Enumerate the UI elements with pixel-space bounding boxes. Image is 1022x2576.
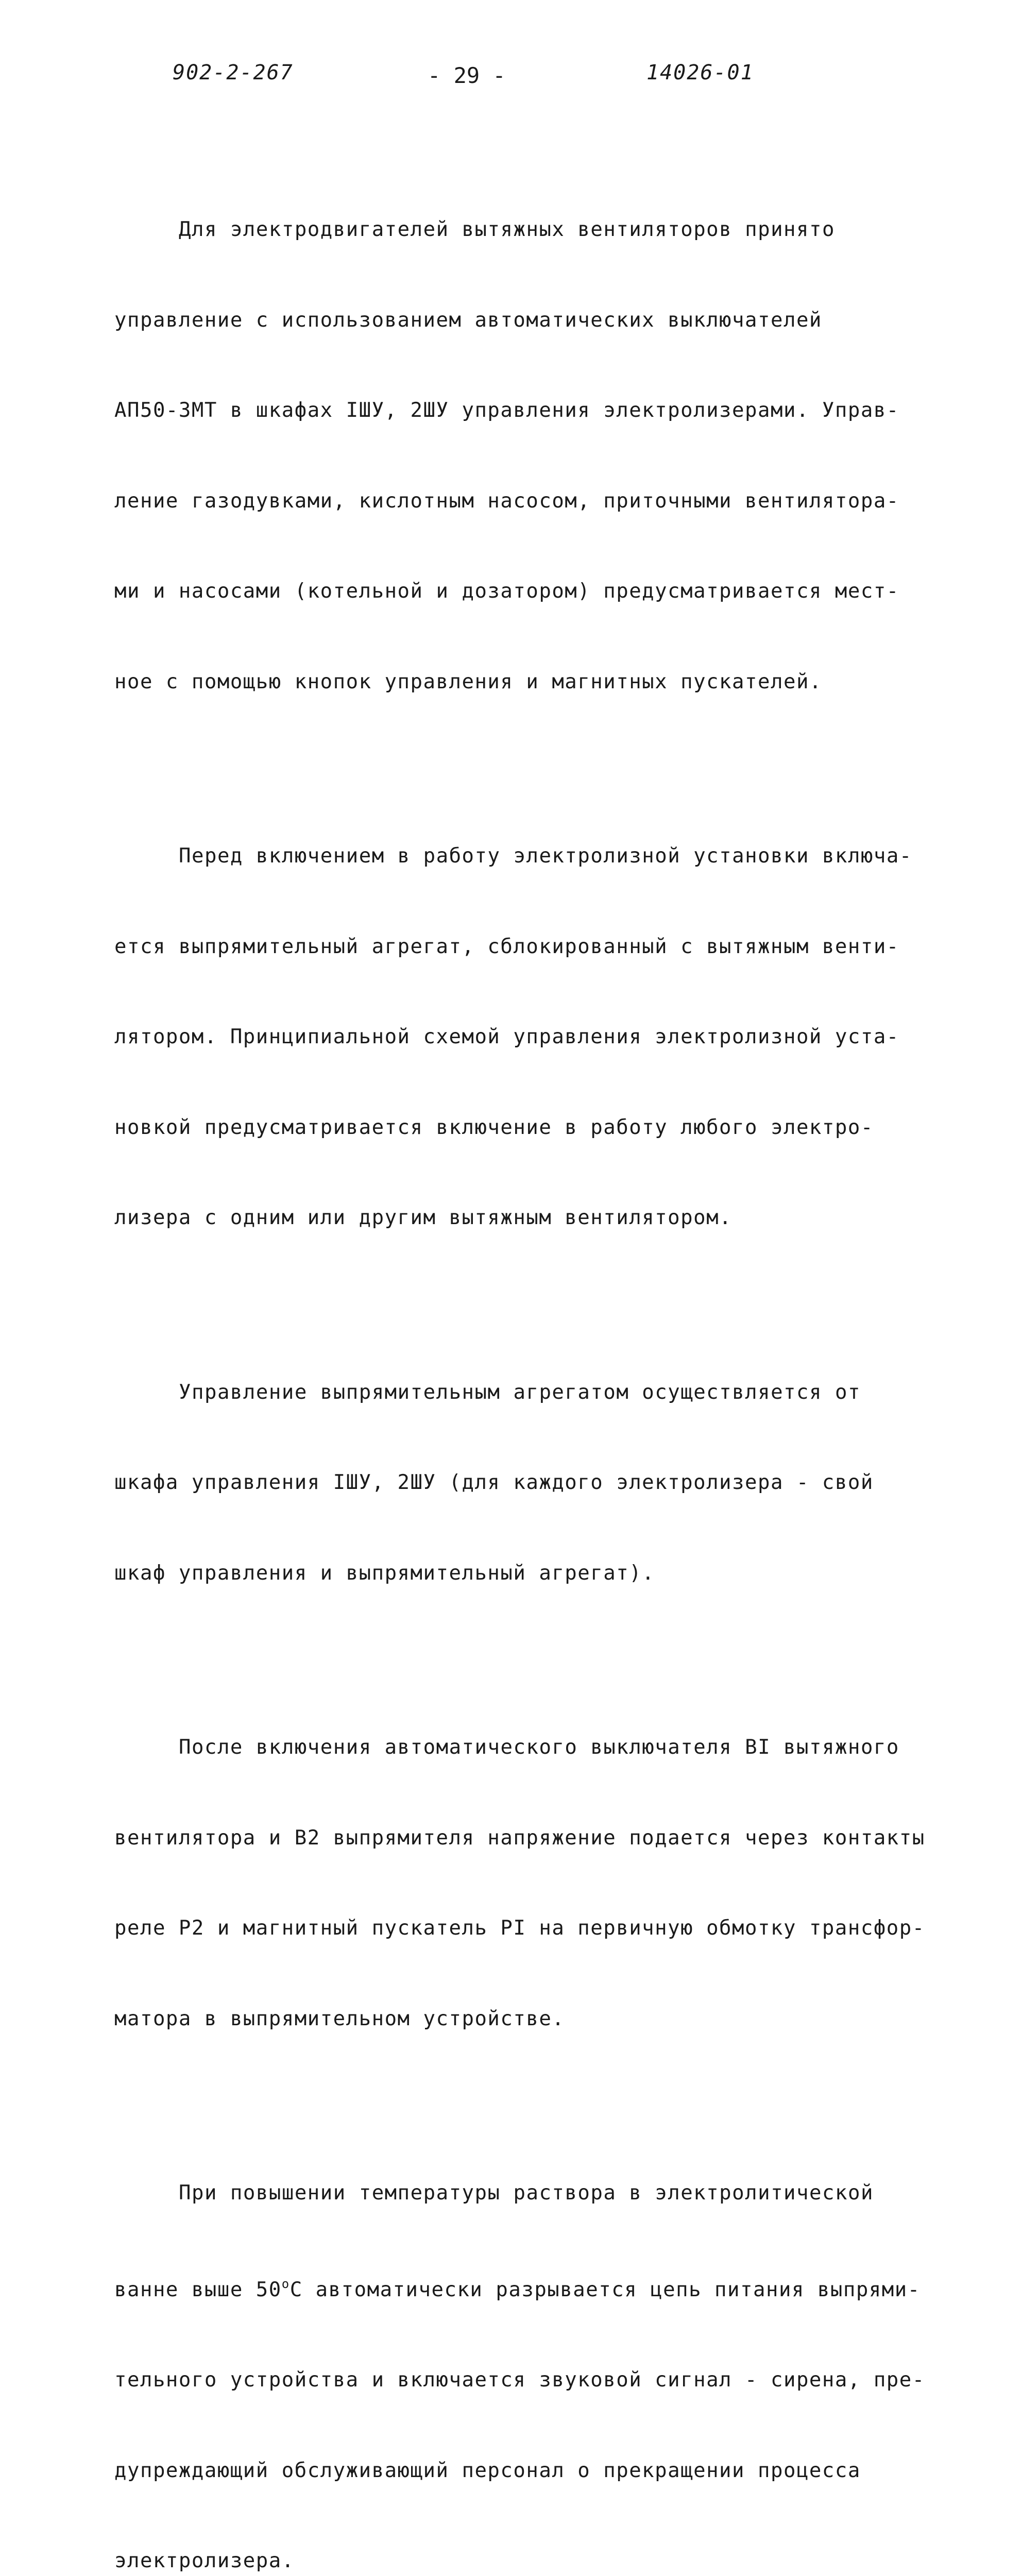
text-line: лятором. Принципиальной схемой управления электролизной уста- (114, 1025, 899, 1048)
text-line: ление газодувками, кислотным насосом, приточными вентилятора- (114, 489, 899, 513)
text-line: дупреждающий обслуживающий персонал о прекращении процесса (114, 2459, 861, 2482)
page-number: - 29 - (428, 63, 506, 88)
text-line: матора в выпрямительном устройстве. (114, 2007, 565, 2030)
text-line: электролизера. (114, 2549, 295, 2572)
text-fragment: С автоматически разрывается цепь питания выпрями- (289, 2278, 921, 2301)
text-line: ми и насосами (котельной и дозатором) предусматривается мест- (114, 580, 899, 603)
text-line: Управление выпрямительным агрегатом осуществляется от (179, 1380, 861, 1404)
degree-superscript: o (281, 2276, 290, 2291)
ref-code: 14026-01 (646, 61, 754, 84)
text-line: Для электродвигателей вытяжных вентиляторов принято (179, 218, 835, 241)
text-line: лизера с одним или другим вытяжным вентилятором. (114, 1206, 733, 1229)
doc-code: 902-2-267 (173, 61, 294, 84)
paragraph-3 (114, 1317, 928, 1649)
paragraph-5 (114, 2118, 928, 2576)
paragraph-2 (114, 781, 928, 1294)
text-line: АП50-ЗМТ в шкафах IШУ, 2ШУ управления электролизерами. Управ- (114, 399, 899, 422)
text-line: управление с использованием автоматических выключателей (114, 308, 822, 332)
body-text (114, 155, 928, 2576)
text-line: новкой предусматривается включение в работу любого электро- (114, 1115, 874, 1139)
paragraph-4 (114, 1672, 928, 2094)
text-line: После включения автоматического выключателя BI вытяжного (179, 1736, 899, 1759)
text-fragment: ванне выше 50 (114, 2278, 282, 2301)
text-line: При повышении температуры раствора в электролитической (179, 2181, 874, 2205)
page-header (0, 61, 1022, 97)
text-line: реле Р2 и магнитный пускатель PI на первичную обмотку трансфор- (114, 1917, 925, 1940)
text-line: ное с помощью кнопок управления и магнитных пускателей. (114, 670, 822, 693)
text-line: тельного устройства и включается звуковой сигнал - сирена, пре- (114, 2368, 925, 2392)
text-line: ется выпрямительный агрегат, сблокированный с вытяжным венти- (114, 935, 899, 958)
text-line: вентилятора и В2 выпрямителя напряжение подается через контакты (114, 1826, 925, 1850)
paragraph-1 (114, 155, 928, 757)
text-line (114, 2269, 928, 2306)
text-line: шкафа управления IШУ, 2ШУ (для каждого электролизера - свой (114, 1471, 874, 1494)
text-line: Перед включением в работу электролизной установки включа- (179, 844, 912, 868)
text-line: шкаф управления и выпрямительный агрегат). (114, 1561, 655, 1585)
